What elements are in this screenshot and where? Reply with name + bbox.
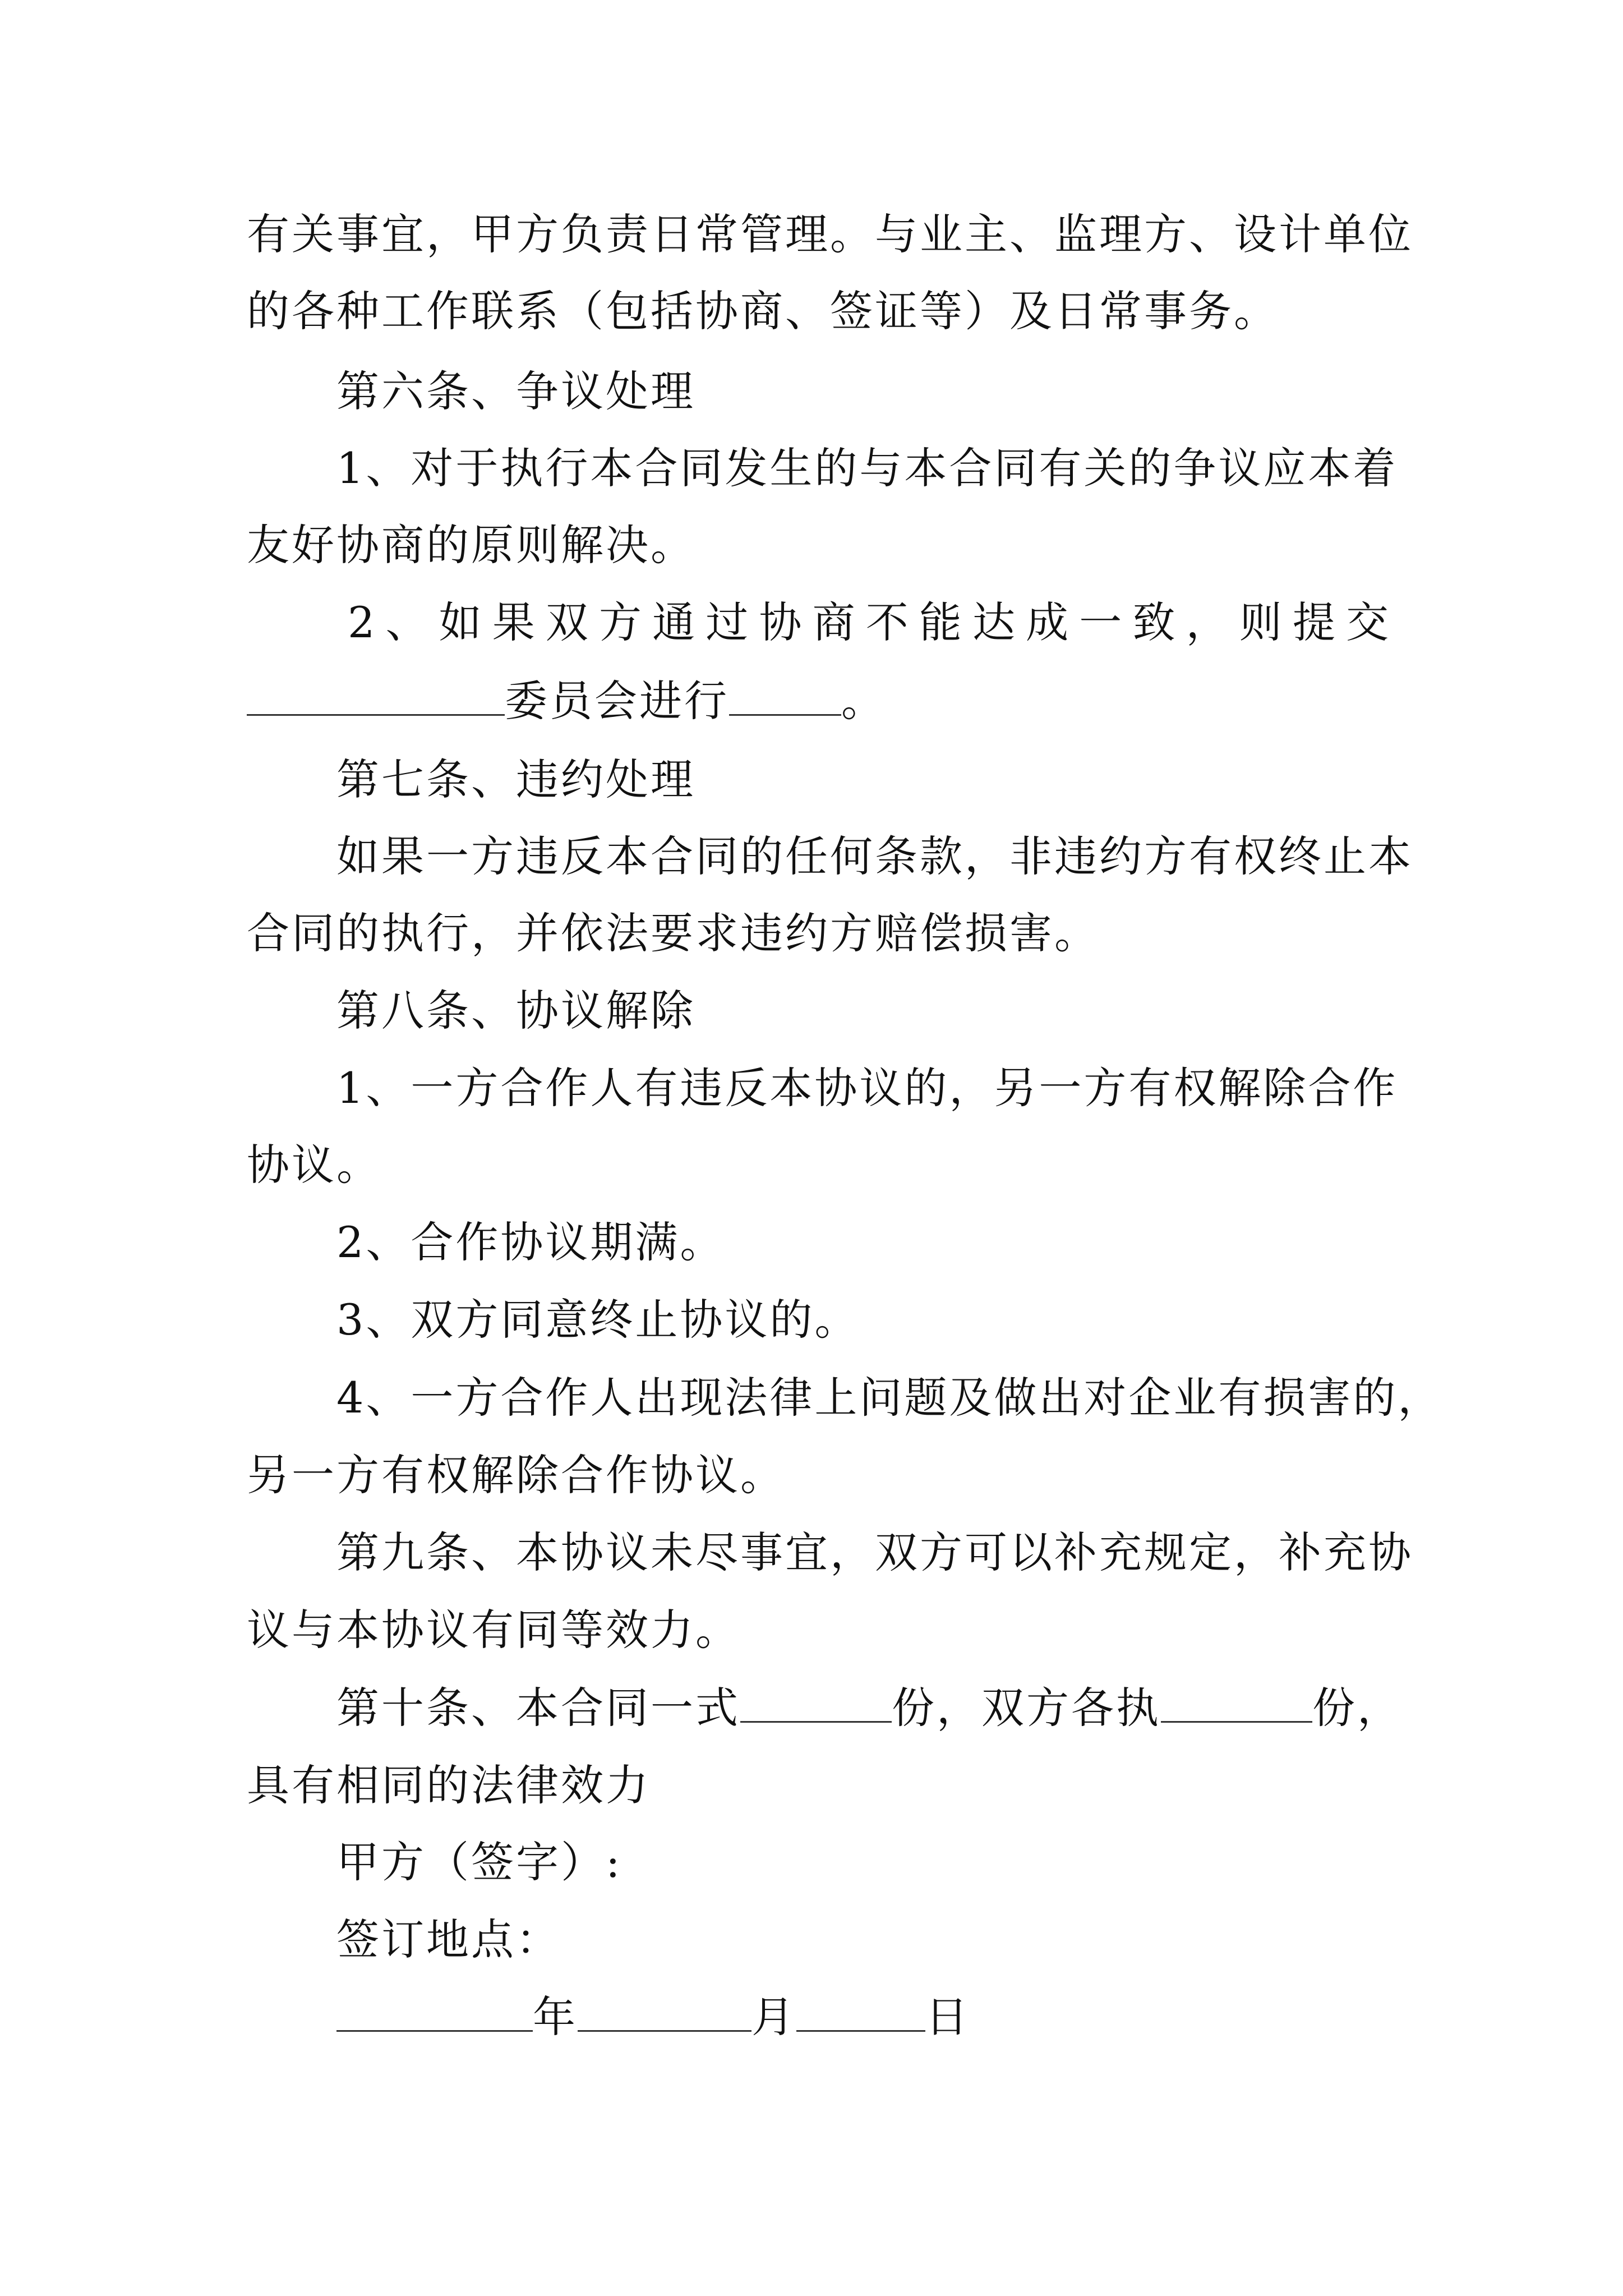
article-7-title: 第七条、违约处理 bbox=[336, 754, 695, 804]
signing-date bbox=[336, 1989, 1391, 2045]
paragraph-line: 的各种工作联系（包括协商、签证等）及日常事务。 bbox=[247, 286, 1279, 336]
text-fragment: 。 bbox=[841, 676, 886, 726]
copies-each-blank bbox=[1161, 1685, 1312, 1723]
year-label: 年 bbox=[533, 1992, 578, 2042]
paragraph-line: 如果一方违反本合同的任何条款，非违约方有权终止本 bbox=[336, 831, 1413, 881]
paragraph-line: 合同的执行，并依法要求违约方赔偿损害。 bbox=[247, 908, 1099, 958]
day-blank bbox=[796, 1994, 925, 2032]
signing-place: 签订地点： bbox=[336, 1915, 561, 1964]
paragraph-line bbox=[247, 673, 1391, 729]
text-fragment: 份，双方各执 bbox=[892, 1683, 1161, 1733]
paragraph-line: 协议。 bbox=[247, 1140, 381, 1190]
paragraph-line: 2、如果双方通过协商不能达成一致，则提交 bbox=[348, 597, 1391, 647]
paragraph-line: 1、对于执行本合同发生的与本合同有关的争议应本着 bbox=[336, 443, 1398, 493]
arbitration-blank bbox=[247, 678, 505, 716]
month-label: 月 bbox=[751, 1992, 796, 2042]
text-fragment: 委员会进行 bbox=[505, 676, 729, 726]
month-blank bbox=[578, 1994, 751, 2032]
paragraph-line: 具有相同的法律效力 bbox=[247, 1760, 651, 1810]
year-blank bbox=[336, 1994, 533, 2032]
day-label: 日 bbox=[925, 1992, 970, 2042]
text-fragment: 份， bbox=[1312, 1683, 1402, 1733]
paragraph-line: 3、双方同意终止协议的。 bbox=[336, 1295, 860, 1345]
article-6-title: 第六条、争议处理 bbox=[336, 366, 695, 416]
paragraph-line: 另一方有权解除合作协议。 bbox=[247, 1450, 785, 1500]
copies-total-blank bbox=[740, 1685, 892, 1723]
method-blank bbox=[729, 678, 841, 716]
article-10 bbox=[336, 1680, 1402, 1736]
paragraph-line: 友好协商的原则解决。 bbox=[247, 520, 695, 570]
paragraph-line: 4、一方合作人出现法律上问题及做出对企业有损害的， bbox=[336, 1373, 1443, 1423]
paragraph-line: 1、一方合作人有违反本协议的，另一方有权解除合作 bbox=[336, 1063, 1398, 1113]
text-fragment: 第十条、本合同一式 bbox=[336, 1683, 740, 1733]
article-9: 第九条、本协议未尽事宜，双方可以补充规定，补充协 bbox=[336, 1527, 1413, 1577]
paragraph-line: 议与本协议有同等效力。 bbox=[247, 1605, 740, 1655]
article-8-title: 第八条、协议解除 bbox=[336, 986, 695, 1036]
paragraph-line: 有关事宜，甲方负责日常管理。与业主、监理方、设计单位 bbox=[247, 209, 1413, 259]
party-a-signature: 甲方（签字）: bbox=[336, 1837, 623, 1887]
paragraph-line: 2、合作协议期满。 bbox=[336, 1217, 725, 1267]
